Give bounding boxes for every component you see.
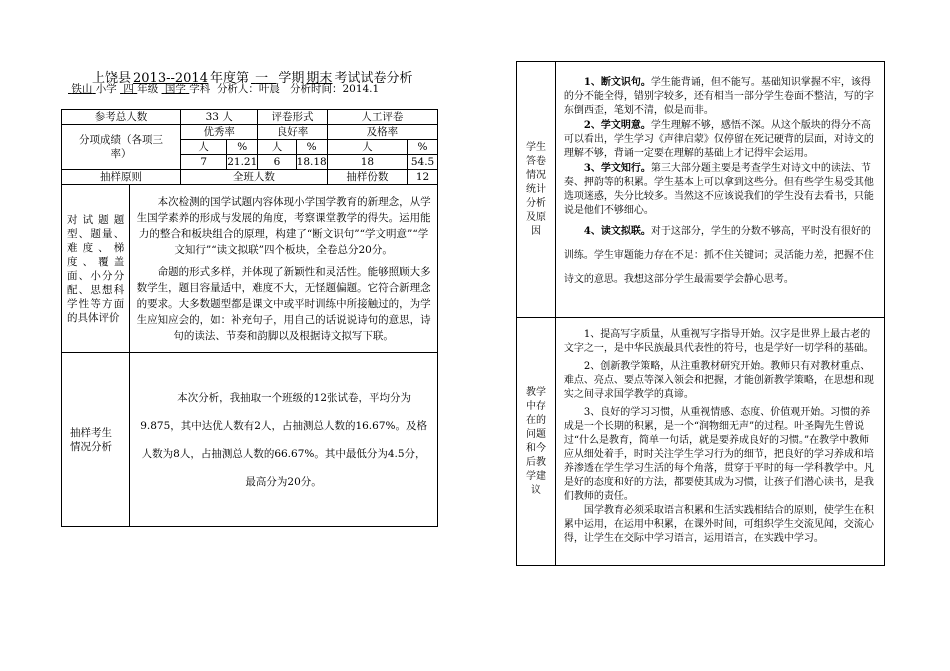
eval-paragraph: 命题的形式多样，并体现了新颖性和灵活性。能够照顾大多数学生，题目容量适中，难度不大，无怪题偏题。它符合新理念的要求。大多数题型都是课文中或平时训练中所接触过的，为学生应知应会的，如：补充句子，用自己的话说说诗句的意思，诗句的读法、节奏和韵脚以及根据诗文拟写下联。 xyxy=(136,265,431,342)
title-exam-type: 期末 xyxy=(306,71,333,86)
suggestion-item: 国学教育必须采取语言积累和生活实践相结合的原则，使学生在积累中运用，在运用中积累，在课外时间，可组织学生交流见闻，交流心得，让学生在交际中学习语言，运用语言，在实践中学习。 xyxy=(563,505,874,544)
meta-line xyxy=(68,81,379,96)
left-analysis-table xyxy=(61,109,438,527)
eval-form-label: 评卷形式 xyxy=(258,110,327,125)
good-percent: 18.18 xyxy=(296,156,327,168)
total-value: 33 人 xyxy=(181,110,258,125)
sample-analysis-label: 抽样考生情况分析 xyxy=(62,353,130,527)
col-people: 人 xyxy=(327,140,407,155)
meta-grade-suffix: 年级 xyxy=(137,83,159,95)
total-label: 参考总人数 xyxy=(62,110,181,125)
sample-analysis-body xyxy=(130,353,438,527)
suggestion-item: 3、良好的学习习惯，从重视情感、态度、价值观开始。习惯的养成是一个长期的积累，是一个“润物细无声”的过程。叶圣陶先生曾说过“什么是教育，简单一句话，就是要养成良好的习惯。”在教学中教师应从细处着手，时时关注学生学习行为的细节，把良好的学习养成和培养渗透在学生学习生活的每个角落，贯穿于平时的每一学科教学中。凡是好的态度和好的方法，都要使其成为习惯，让孩子们潜心读书，是我们教师的责任。 xyxy=(563,407,874,502)
pass-rate-label: 及格率 xyxy=(327,125,437,140)
problems-label: 教学中存在的问题和今后教学建议 xyxy=(517,318,556,566)
eval-form-value: 人工评卷 xyxy=(327,110,437,125)
good-count: 6 xyxy=(258,155,296,170)
sample-count-label: 抽样份数 xyxy=(327,170,407,185)
problems-body xyxy=(555,318,884,566)
pass-count: 18 xyxy=(327,155,407,170)
eval-section-label: 对试题题型、题量、难度、梯度、覆盖面、小分分配、思想科学性等方面的具体评价 xyxy=(62,185,130,353)
col-people: 人 xyxy=(258,140,296,155)
excellent-percent: 21.21 xyxy=(227,156,258,168)
status-item: 2、学文明意。学生理解不够，感悟不深。从这个版块的得分不高可以看出，学生学习《声律启蒙》仅停留在死记硬背的层面，对诗文的理解不够，背诵一定要在理解的基础上才记得牢会运用。 xyxy=(563,120,874,159)
excellent-count: 7 xyxy=(181,155,227,170)
col-percent: % xyxy=(296,140,327,155)
col-percent: % xyxy=(227,140,258,155)
sample-principle-value: 全班人数 xyxy=(181,170,328,185)
right-analysis-table xyxy=(516,61,885,566)
meta-grade: 四 xyxy=(123,83,134,95)
sample-count-value: 12 xyxy=(408,170,438,185)
suggestion-item: 1、提高写字质量，从重视写字指导开始。汉字是世界上最古老的文字之一，是中华民族最具代表性的符号，也是学好一切学科的基础。 xyxy=(563,329,874,354)
grade-label: 分项成绩（各项三率） xyxy=(62,125,181,170)
status-body xyxy=(555,62,884,318)
title-mid: 年度第 xyxy=(209,71,249,86)
meta-analyst: 分析人：叶晨 xyxy=(216,83,280,95)
meta-school-suffix: 小学 xyxy=(95,83,117,95)
meta-subject: 国学 xyxy=(164,83,186,95)
title-county: 上饶县 xyxy=(92,71,132,86)
meta-time: 分析时间：2014.1 xyxy=(289,83,380,95)
title-years: 2013--2014 xyxy=(133,71,208,86)
status-label: 学生答卷情况统计分析及原因 xyxy=(517,62,556,318)
col-percent: % xyxy=(408,140,438,155)
sample-analysis-text: 本次分析，我抽取一个班级的12张试卷，平均分为9.875，其中达优人数有2人，占抽测总人数的16.67%。及格人数为8人，占抽测总人数的66.67%。其中最低分为4.5分，最高分为20分。 xyxy=(140,391,427,488)
title-term-no: 一 xyxy=(255,71,269,86)
eval-section-body xyxy=(130,185,438,353)
status-item: 1、断文识句。学生能背诵，但不能写。基础知识掌握不牢，该得的分不能全得，错别字较多，还有相当一部分学生卷面不整洁，写的字东倒西歪，笔划不清，似是而非。 xyxy=(563,77,874,116)
eval-paragraph: 本次检测的国学试题内容体现小学国学教育的新理念，从学生国学素养的形成与发展的角度，考察课堂教学的得失。运用能力的整合和板块组合的原理，构建了“断文识句”“学文明意”“学文知行”“读文拟联”四个板块，全卷总分20分。 xyxy=(136,195,431,256)
meta-school: 铁山 xyxy=(71,83,93,95)
good-rate-label: 良好率 xyxy=(258,125,327,140)
pass-percent: 54.5 xyxy=(408,155,438,170)
meta-subject-suffix: 学科 xyxy=(189,83,211,95)
status-item: 3、学文知行。第三大部分题主要是考查学生对诗文中的读法、节奏、押韵等的积累。学生基本上可以拿到这些分。但有些学生易受其他选项迷惑，失分比较多。当然这不应该说我们的学生没有去看书，只能说是他们不够细心。 xyxy=(563,163,874,216)
status-item: 4、读文拟联。对于这部分，学生的分数不够高，平时没有很好的训练。学生审题能力存在不足：抓不住关键词；灵活能力差，把握不住诗文的意思。我想这部分学生最需要学会静心思考。 xyxy=(563,226,874,285)
title-suffix: 考试试卷分析 xyxy=(334,71,413,86)
sample-principle-label: 抽样原则 xyxy=(62,170,181,185)
suggestion-item: 2、创新教学策略，从注重教材研究开始。教师只有对教材重点、难点、亮点、要点等深入领会和把握，才能创新教学策略，在思想和现实之间寻求国学教学的真谛。 xyxy=(563,361,874,400)
title-term: 学期 xyxy=(278,71,305,86)
excellent-rate-label: 优秀率 xyxy=(181,125,258,140)
col-people: 人 xyxy=(181,140,227,155)
